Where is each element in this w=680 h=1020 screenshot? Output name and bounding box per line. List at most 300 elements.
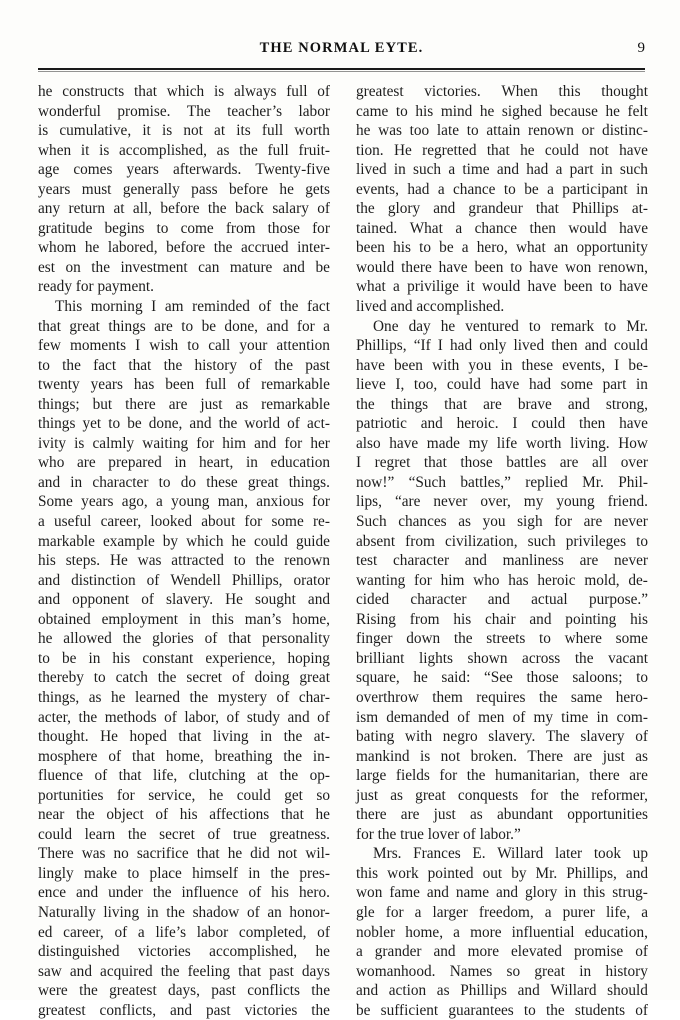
word: are	[483, 395, 502, 413]
word: been	[394, 356, 423, 374]
word: of	[114, 923, 128, 941]
word: Mrs.	[373, 845, 402, 863]
word: the	[127, 825, 147, 843]
word: life’s	[155, 923, 187, 941]
text-line	[356, 277, 648, 297]
word: character	[393, 552, 450, 570]
word: mankind	[356, 747, 410, 765]
word: great	[69, 317, 100, 335]
word: I	[151, 298, 157, 316]
word: years	[90, 376, 123, 394]
word: guide	[295, 532, 330, 550]
word: for	[530, 786, 549, 804]
word: for	[312, 493, 330, 511]
word: the	[270, 864, 290, 882]
word: or	[581, 122, 595, 140]
word: chair	[485, 610, 516, 628]
word: the	[163, 356, 183, 374]
word: to	[636, 532, 648, 550]
word: could	[253, 532, 288, 550]
word: for	[284, 434, 303, 452]
word: as	[235, 395, 249, 413]
word: finger	[356, 630, 393, 648]
word: he	[605, 102, 620, 120]
word: great	[299, 669, 330, 687]
text-line: lived and accomplished.	[356, 298, 505, 316]
word: my	[523, 493, 544, 511]
word: in	[146, 903, 159, 921]
word: that	[423, 454, 447, 472]
word: have	[389, 434, 419, 452]
word: education,	[584, 923, 648, 941]
word: accomplished,	[119, 141, 207, 159]
word: the	[356, 200, 375, 218]
text-line: for the true lover of labor.”	[356, 825, 521, 843]
word: attention	[276, 337, 330, 355]
word: I	[356, 454, 362, 472]
word: opportunity	[576, 239, 648, 257]
word: a	[38, 513, 45, 531]
word: character	[410, 591, 467, 609]
word: can	[198, 258, 220, 276]
word: life,	[605, 903, 631, 921]
word: the	[538, 688, 558, 706]
word: of	[226, 708, 240, 726]
word: out	[482, 864, 503, 882]
word: opportunities	[567, 806, 648, 824]
word: years	[126, 161, 159, 179]
word: who	[38, 454, 65, 472]
text-line	[38, 610, 330, 630]
word: remarkable	[261, 376, 330, 394]
word: fact	[93, 356, 117, 374]
word: and	[495, 884, 519, 902]
word: the	[207, 200, 227, 218]
word: personality	[262, 630, 330, 648]
word: replied	[525, 473, 568, 491]
word: Some	[38, 493, 73, 511]
text-line	[38, 786, 330, 806]
word: were	[38, 982, 68, 1000]
word: the	[466, 767, 486, 785]
word: a	[437, 180, 445, 198]
text-line	[38, 629, 330, 649]
word: Willard	[497, 845, 544, 863]
word: thought	[601, 83, 648, 100]
word: great	[534, 962, 565, 980]
text-line	[38, 317, 330, 337]
word: have	[619, 278, 648, 296]
word: sighed	[501, 102, 542, 120]
word: of	[237, 376, 251, 394]
text-line	[38, 551, 330, 571]
word: useful	[54, 513, 92, 531]
word: name	[455, 884, 490, 902]
word: purpose.”	[588, 591, 648, 609]
text-line	[38, 590, 330, 610]
word: home,	[292, 610, 330, 628]
word: to	[181, 317, 194, 335]
word: to	[108, 415, 121, 433]
word: allowed	[63, 630, 112, 648]
header-rule	[38, 68, 645, 72]
word: on	[65, 258, 81, 276]
word: grandeur	[468, 200, 523, 218]
word: of	[164, 708, 177, 726]
word: man’s	[244, 610, 282, 628]
word: and	[529, 610, 552, 628]
word: Such	[356, 513, 387, 531]
word: and	[38, 473, 61, 491]
word: same	[570, 688, 603, 706]
word: also	[356, 434, 381, 452]
word: Wendell	[170, 571, 221, 589]
word: attain	[486, 122, 521, 140]
text-line	[356, 238, 648, 258]
word: life,	[152, 767, 178, 785]
word: about	[201, 513, 236, 531]
word: are	[400, 806, 420, 824]
word: came	[356, 102, 389, 120]
word: history	[194, 356, 238, 374]
word: man,	[217, 493, 248, 511]
word: its	[236, 122, 251, 140]
word: them	[432, 688, 463, 706]
word: those	[267, 219, 300, 237]
word: and	[487, 591, 510, 609]
word: brave	[517, 395, 552, 413]
word: would	[356, 258, 395, 276]
word: thought.	[38, 728, 89, 746]
word: of	[231, 669, 245, 687]
word: fields	[395, 767, 430, 785]
word: act-	[306, 415, 330, 433]
word: not	[277, 845, 298, 863]
text-line	[38, 414, 330, 434]
word: patriotic	[356, 415, 407, 433]
word: wil-	[305, 845, 330, 863]
header-rule-thin	[38, 71, 645, 72]
word: and	[38, 571, 61, 589]
word: I	[512, 415, 518, 433]
word: it	[80, 141, 90, 159]
word: could	[531, 415, 566, 433]
word: He	[109, 552, 128, 570]
word: slavery.	[166, 591, 214, 609]
word: hero.	[298, 884, 330, 902]
word: has	[508, 571, 529, 589]
word: these	[521, 356, 553, 374]
word: pointing	[565, 610, 617, 628]
text-line	[38, 356, 330, 376]
word: greatest	[356, 83, 404, 100]
word: promise.	[117, 102, 171, 120]
word: sufficient	[380, 1001, 439, 1019]
header-rule-thick	[38, 68, 645, 70]
word: work	[387, 864, 419, 882]
word: action	[388, 982, 427, 1000]
word: for	[244, 513, 263, 531]
word: character	[92, 473, 149, 491]
text-line	[356, 610, 648, 630]
word: in-	[312, 747, 330, 765]
word: lived	[356, 161, 387, 179]
word: day	[408, 317, 431, 335]
word: affections	[209, 806, 270, 824]
word: his	[630, 610, 648, 628]
word: in	[246, 454, 258, 472]
word: looked	[150, 513, 192, 531]
word: markable	[38, 532, 95, 550]
word: home,	[165, 747, 204, 765]
word: womanhood.	[356, 962, 436, 980]
word: actual	[531, 591, 568, 609]
word: influence	[181, 884, 239, 902]
word: things	[390, 395, 429, 413]
word: remark	[550, 317, 595, 335]
word: world	[244, 415, 281, 433]
word: E.	[472, 845, 486, 863]
word: remarkable	[261, 395, 330, 413]
word: hoping	[287, 649, 330, 667]
word: in	[596, 708, 609, 726]
word: as	[216, 141, 230, 159]
word: days,	[168, 982, 200, 1000]
word: and	[426, 884, 449, 902]
word: it	[466, 278, 475, 296]
word: as	[458, 513, 471, 531]
word: learned	[134, 688, 180, 706]
word: fruit-	[298, 141, 330, 159]
word: greatest	[38, 1001, 86, 1019]
word: the	[255, 552, 275, 570]
word: participant	[562, 180, 628, 198]
word: his	[271, 884, 290, 902]
word: should	[607, 982, 648, 1000]
word: catch	[115, 669, 148, 687]
text-line	[38, 82, 330, 102]
text-line	[38, 297, 330, 317]
word: nobler	[356, 923, 396, 941]
word: when	[38, 141, 72, 159]
word: with	[432, 356, 460, 374]
text-line	[356, 942, 648, 962]
word: but	[92, 395, 113, 413]
word: large	[356, 767, 387, 785]
word: there	[125, 395, 156, 413]
word: and	[266, 317, 289, 335]
running-head	[38, 40, 645, 64]
word: wonderful	[38, 102, 101, 120]
word: have	[619, 141, 648, 159]
word: to	[93, 669, 106, 687]
word: the	[91, 258, 110, 276]
word: heroic.	[456, 415, 499, 433]
word: was	[378, 122, 402, 140]
word: young	[171, 493, 210, 511]
word: this	[356, 864, 379, 882]
text-line	[356, 629, 648, 649]
word: How	[618, 434, 648, 452]
word: teacher’s	[227, 102, 283, 120]
word: tion.	[356, 141, 384, 159]
word: experience,	[205, 649, 276, 667]
word: before	[166, 239, 206, 257]
word: this	[583, 884, 606, 902]
word: sought	[255, 591, 296, 609]
word: too,	[413, 376, 438, 394]
word: he	[231, 532, 246, 550]
text-line	[38, 160, 330, 180]
word: a	[156, 493, 163, 511]
word: full	[261, 122, 284, 140]
word: of	[276, 688, 290, 706]
word: are	[76, 454, 96, 472]
word: hoped	[129, 728, 167, 746]
word: gle	[356, 903, 375, 921]
word: he	[440, 317, 456, 335]
word: have	[527, 278, 557, 296]
word: learn	[84, 825, 116, 843]
text-line	[356, 1001, 648, 1020]
word: lips,	[356, 493, 382, 511]
word: the	[157, 669, 177, 687]
word: I	[437, 337, 443, 355]
word: over	[620, 454, 648, 472]
text-line	[356, 102, 648, 122]
word: to	[466, 122, 479, 140]
text-line	[38, 923, 330, 943]
word: in	[174, 454, 187, 472]
word: in	[579, 962, 592, 980]
word: morning	[90, 298, 143, 316]
word: in	[188, 610, 201, 628]
text-line	[356, 571, 648, 591]
text-line	[38, 727, 330, 747]
word: I	[135, 337, 141, 355]
word: he	[227, 845, 243, 863]
word: of	[457, 708, 470, 726]
word: his	[453, 610, 472, 628]
word: felt	[627, 102, 648, 120]
word: time	[561, 708, 589, 726]
word: things	[108, 317, 146, 335]
word: larger	[432, 903, 468, 921]
word: did	[250, 845, 270, 863]
word: that	[196, 845, 220, 863]
word: privilige	[407, 278, 459, 296]
word: The	[186, 102, 211, 120]
word: great	[247, 473, 279, 491]
word: When	[501, 83, 538, 100]
word: he	[279, 180, 294, 198]
word: and	[307, 591, 330, 609]
word: constructs	[62, 83, 125, 100]
word: so	[316, 786, 330, 804]
word: the	[283, 747, 303, 765]
word: Rising	[356, 610, 396, 628]
word: said:	[441, 669, 471, 687]
text-line	[356, 786, 648, 806]
word: chances	[398, 513, 447, 531]
word: be	[127, 415, 142, 433]
text-line	[38, 453, 330, 473]
word: just	[356, 786, 379, 804]
word: as	[469, 806, 483, 824]
word: at-	[631, 200, 648, 218]
word: inter-	[297, 239, 330, 257]
word: of	[94, 767, 108, 785]
text-line	[356, 590, 648, 610]
word: obtained	[38, 610, 91, 628]
word: accrued	[241, 239, 289, 257]
word: in	[635, 376, 648, 394]
word: est	[38, 258, 55, 276]
word: as	[390, 786, 404, 804]
word: in	[500, 356, 513, 374]
word: friend.	[607, 493, 648, 511]
word: have	[619, 219, 648, 237]
word: you	[482, 513, 506, 531]
word: bating	[356, 728, 395, 746]
word: renown	[528, 122, 574, 140]
word: of	[141, 591, 154, 609]
text-line	[38, 649, 330, 669]
word: orator	[293, 571, 330, 589]
word: renown,	[598, 258, 648, 276]
word: manliness	[502, 552, 564, 570]
word: labor	[298, 102, 330, 120]
word: past	[211, 982, 236, 1000]
word: age	[38, 161, 60, 179]
publication-title: THE NORMAL EYTE.	[259, 40, 424, 56]
word: back	[235, 200, 264, 218]
word: employment	[101, 610, 179, 628]
word: must	[81, 180, 112, 198]
word: his	[38, 552, 56, 570]
word: chance	[453, 180, 496, 198]
word: what	[515, 239, 546, 257]
word: a	[453, 923, 460, 941]
word: mosphere	[38, 747, 98, 765]
text-line	[38, 942, 330, 962]
word: make	[83, 864, 118, 882]
word: more	[467, 943, 499, 961]
word: he	[111, 688, 126, 706]
word: pres-	[299, 864, 330, 882]
word: victories	[244, 1001, 298, 1019]
word: is	[161, 122, 173, 140]
word: to	[604, 317, 617, 335]
word: investment	[120, 258, 188, 276]
word: and	[254, 434, 277, 452]
text-line	[38, 844, 330, 864]
word: place	[149, 864, 182, 882]
word: chance	[474, 219, 518, 237]
word: had	[526, 161, 549, 179]
word: in	[248, 864, 261, 882]
word: salary	[272, 200, 309, 218]
word: events,	[356, 180, 399, 198]
word: square,	[356, 669, 400, 687]
text-line	[356, 258, 648, 278]
text-line	[356, 434, 648, 454]
word: the	[546, 1001, 565, 1019]
word: and	[76, 884, 99, 902]
word: to	[510, 258, 523, 276]
word: be	[61, 649, 77, 667]
word: methods	[104, 708, 157, 726]
